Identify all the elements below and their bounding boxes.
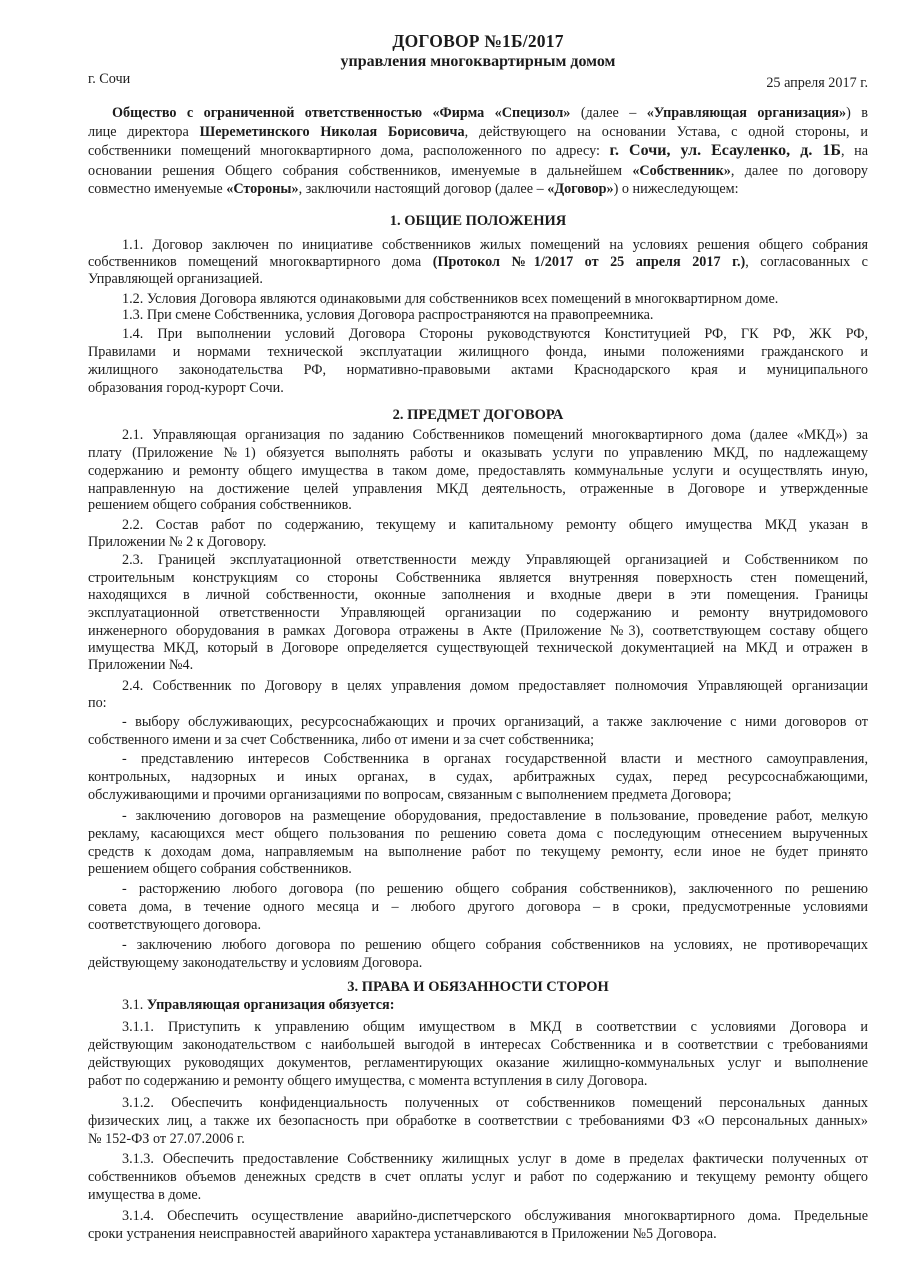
clause-line: 2.1. Управляющая организация по заданию Собственников помещений многоквартирного дома (далее «МКД») за	[122, 427, 868, 443]
list-item-line: соответствующего договора.	[88, 917, 262, 933]
preamble-line: Общество с ограниченной ответственностью «Фирма «Специзол» (далее – «Управляющая организация») в	[112, 105, 868, 121]
clause-line: сроки устранения неисправностей аварийного характера устанавливаются в Приложении №5 Договора.	[88, 1226, 717, 1242]
clause-line: направленную на достижение целей управления МКД деятельность, отраженные в Договоре и утвержденные	[88, 481, 868, 497]
clause-line: 1.1. Договор заключен по инициативе собственников жилых помещений на условиях решения общего собрания	[122, 237, 868, 253]
list-item-line: собственного имени и за счет Собственника, либо от имени и за счет собственника;	[88, 732, 595, 748]
clause-line: имущества МКД, который в Договоре определяется существующей технической документацией на МКД и отражен в	[88, 640, 868, 656]
clause-line: 3.1.1. Приступить к управлению общим имуществом в МКД в соответствии с условиями Договора и	[122, 1019, 868, 1035]
clause-line: 3.1. Управляющая организация обязуется:	[122, 997, 395, 1013]
preamble-line: совместно именуемые «Стороны», заключили настоящий договор (далее – «Договор») о нижеследующем:	[88, 181, 739, 197]
clause-line: строительным конструкциям со стороны Собственника является внутренняя поверхность стен помещений,	[88, 570, 868, 586]
list-item-line: - заключению договоров на размещение оборудования, предоставление в пользование, проведение работ, мелкую	[122, 808, 868, 824]
list-item-line: совета дома, в течение одного месяца и – любого другого договора – в сроки, предусмотренные условиями	[88, 899, 868, 915]
contract-date: 25 апреля 2017 г.	[766, 75, 868, 91]
preamble-line: лице директора Шереметинского Николая Борисовича, действующего на основании Устава, с одной стороны, и	[88, 124, 868, 140]
clause-line: 3.1.2. Обеспечить конфиденциальность полученных от собственников помещений персональных данных	[122, 1095, 868, 1111]
document-title: ДОГОВОР №1Б/2017	[392, 31, 564, 51]
clause-line: плату (Приложение №1) обязуется выполнять работы и оказывать услуги по управлению МКД, по надлежащему	[88, 445, 868, 461]
list-item-line: - расторжению любого договора (по решению общего собрания собственников), заключенного по решению	[122, 881, 868, 897]
list-item-line: - заключению любого договора по решению общего собрания собственников на условиях, не противоречащих	[122, 937, 868, 953]
list-item-line: решением общего собрания собственников.	[88, 861, 352, 877]
clause-line: Приложении № 2 к Договору.	[88, 534, 267, 550]
clause-line: 1.3. При смене Собственника, условия Договора распространяются на правопреемника.	[122, 307, 654, 323]
clause-line: Правилами и нормами технической эксплуатации жилищного фонда, иными положениями гражданского и	[88, 344, 868, 360]
clause-line: жилищного законодательства РФ, нормативно-правовыми актами Краснодарского края и муниципального	[88, 362, 868, 378]
clause-line: имущества в доме.	[88, 1187, 202, 1203]
city: г. Сочи	[88, 71, 131, 87]
document-subtitle: управления многоквартирным домом	[340, 53, 616, 70]
clause-line: действующих руководящих документов, регламентирующих оказание жилищно-коммунальных услуг и выполнение	[88, 1055, 868, 1071]
clause-line: инженерного оборудования в рамках Договора отражены в Акте (Приложение №3), соответствующем составу общего	[88, 623, 868, 639]
clause-line: 2.2. Состав работ по содержанию, текущему и капитальному ремонту общего имущества МКД указан в	[122, 517, 868, 533]
list-item-line: - представлению интересов Собственника в органах государственной власти и местного самоуправления,	[122, 751, 868, 767]
clause-line: 1.2. Условия Договора являются одинаковыми для собственников всех помещений в многоквартирном доме.	[122, 291, 779, 307]
clause-line: работ по содержанию и ремонту общего имущества, с момента вступления в силу Договора.	[88, 1073, 648, 1089]
clause-line: собственников объемов денежных средств в счет оплаты услуг и работ по содержанию и текущему ремонту общего	[88, 1169, 868, 1185]
section-heading: 3. ПРАВА И ОБЯЗАННОСТИ СТОРОН	[347, 979, 609, 995]
list-item-line: обслуживающими и прочими организациями по вопросам, связанным с выполнением предмета Договора;	[88, 787, 732, 803]
list-item-line: контрольных, надзорных и иных органах, в судах, арбитражных судах, перед ресурсоснабжающими,	[88, 769, 868, 785]
clause-line: Приложении №4.	[88, 657, 194, 673]
clause-line: физических лиц, а также их безопасность при обработке в соответствии с требованиями ФЗ «О персональных данных»	[88, 1113, 868, 1129]
clause-line: 2.3. Границей эксплуатационной ответственности между Управляющей организацией и Собственником по	[122, 552, 868, 568]
preamble-line: собственники помещений многоквартирного дома, расположенного по адресу: г. Сочи, ул. Есауленко, д. 1Б, на	[88, 142, 869, 159]
clause-line: эксплуатационной ответственности Управляющей организации по содержанию и ремонту внутридомового	[88, 605, 868, 621]
clause-line: действующим законодательством с наибольшей выгодой в интересах Собственника и в соответствии с требованиями	[88, 1037, 868, 1053]
preamble-line: основании решения Общего собрания собственников, именуемые в дальнейшем «Собственник», далее по договору	[88, 163, 868, 179]
clause-line: содержанию и ремонту общего имущества в таком доме, предоставлять коммунальные услуги и осуществлять иную,	[88, 463, 868, 479]
clause-line: образования город-курорт Сочи.	[88, 380, 284, 396]
clause-line: 3.1.3. Обеспечить предоставление Собственнику жилищных услуг в доме в пределах фактически полученных от	[122, 1151, 868, 1167]
clause-line: 3.1.4. Обеспечить осуществление аварийно-диспетчерского обслуживания многоквартирного дома. Предельные	[122, 1208, 868, 1224]
clause-line: № 152-ФЗ от 27.07.2006 г.	[88, 1131, 245, 1147]
list-item-line: - выбору обслуживающих, ресурсоснабжающих и прочих организаций, а также заключение с ними договоров от	[122, 714, 868, 730]
list-item-line: средств к доходам дома, направляемым на выполнение работ по текущему ремонту, если иное не будет принято	[88, 844, 868, 860]
section-heading: 1. ОБЩИЕ ПОЛОЖЕНИЯ	[389, 213, 567, 229]
section-heading: 2. ПРЕДМЕТ ДОГОВОРА	[392, 407, 564, 423]
clause-line: по:	[88, 695, 107, 711]
clause-line: находящихся в личной собственности, оконные заполнения и входные двери в эти помещения. Границы	[88, 587, 868, 603]
clause-line: 1.4. При выполнении условий Договора Стороны руководствуются Конституцией РФ, ГК РФ, ЖК РФ,	[122, 326, 868, 342]
clause-line: 2.4. Собственник по Договору в целях управления домом предоставляет полномочия Управляющей организации	[122, 678, 868, 694]
list-item-line: действующему законодательству и условиям Договора.	[88, 955, 423, 971]
list-item-line: рекламу, касающихся мест общего пользования по решению совета дома с последующим отнесением вырученных	[88, 826, 868, 842]
clause-line: решением общего собрания собственников.	[88, 497, 352, 513]
clause-line: Управляющей организацией.	[88, 271, 263, 287]
clause-line: собственников помещений многоквартирного дома (Протокол №1/2017 от 25 апреля 2017 г.), согласованных с	[88, 254, 868, 270]
